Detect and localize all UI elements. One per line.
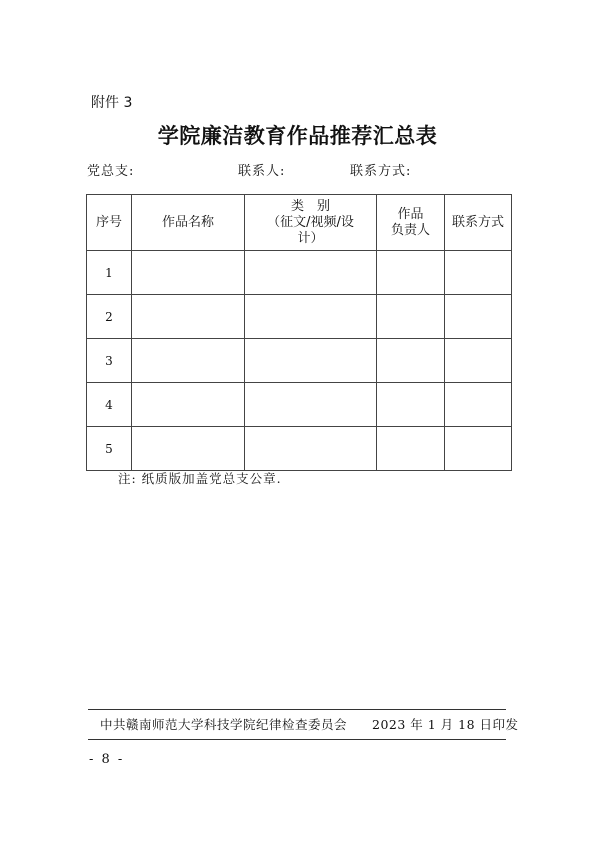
table-header-row xyxy=(87,195,512,251)
row-index: 3 xyxy=(87,339,132,383)
cell-owner xyxy=(377,383,445,427)
cell-owner xyxy=(377,339,445,383)
cell-category xyxy=(245,339,377,383)
footer-bottom-divider xyxy=(88,739,506,740)
cell-contact xyxy=(445,339,512,383)
table-row xyxy=(87,339,512,383)
header-owner xyxy=(377,195,445,251)
header-category-line3: 计） xyxy=(297,230,324,246)
cell-work-name xyxy=(132,383,245,427)
cell-contact xyxy=(445,427,512,471)
cell-work-name xyxy=(132,339,245,383)
cell-owner xyxy=(377,251,445,295)
table-row xyxy=(87,427,512,471)
header-category-line2: （征文/视频/设 xyxy=(267,214,354,230)
header-category xyxy=(245,195,377,251)
contact-person-label: 联系人: xyxy=(238,164,286,179)
page-title: 学院廉洁教育作品推荐汇总表 xyxy=(157,123,438,148)
cell-category xyxy=(245,295,377,339)
footer-issuer: 中共赣南师范大学科技学院纪律检查委员会 xyxy=(100,717,348,732)
cell-work-name xyxy=(132,427,245,471)
cell-work-name xyxy=(132,251,245,295)
attachment-label: 附件 3 xyxy=(91,95,133,111)
header-work-name: 作品名称 xyxy=(132,195,245,251)
cell-contact xyxy=(445,383,512,427)
table-row xyxy=(87,295,512,339)
cell-category xyxy=(245,427,377,471)
summary-table xyxy=(86,194,512,471)
header-index: 序号 xyxy=(87,195,132,251)
table-note: 注: 纸质版加盖党总支公章. xyxy=(118,471,282,486)
row-index: 1 xyxy=(87,251,132,295)
cell-owner xyxy=(377,427,445,471)
footer-top-divider xyxy=(88,709,506,710)
header-owner-line2: 负责人 xyxy=(390,222,430,238)
header-owner-line1: 作品 xyxy=(397,206,424,222)
cell-category xyxy=(245,383,377,427)
row-index: 5 xyxy=(87,427,132,471)
contact-method-label: 联系方式: xyxy=(350,164,412,179)
table-row xyxy=(87,251,512,295)
table-row xyxy=(87,383,512,427)
party-branch-label: 党总支: xyxy=(87,164,135,179)
row-index: 2 xyxy=(87,295,132,339)
row-index: 4 xyxy=(87,383,132,427)
cell-contact xyxy=(445,251,512,295)
cell-work-name xyxy=(132,295,245,339)
header-category-line1: 类 别 xyxy=(290,198,330,214)
page-number: - 8 - xyxy=(89,752,125,767)
cell-category xyxy=(245,251,377,295)
header-contact: 联系方式 xyxy=(445,195,512,251)
cell-contact xyxy=(445,295,512,339)
footer-date: 2023 年 1 月 18 日印发 xyxy=(372,717,519,732)
cell-owner xyxy=(377,295,445,339)
